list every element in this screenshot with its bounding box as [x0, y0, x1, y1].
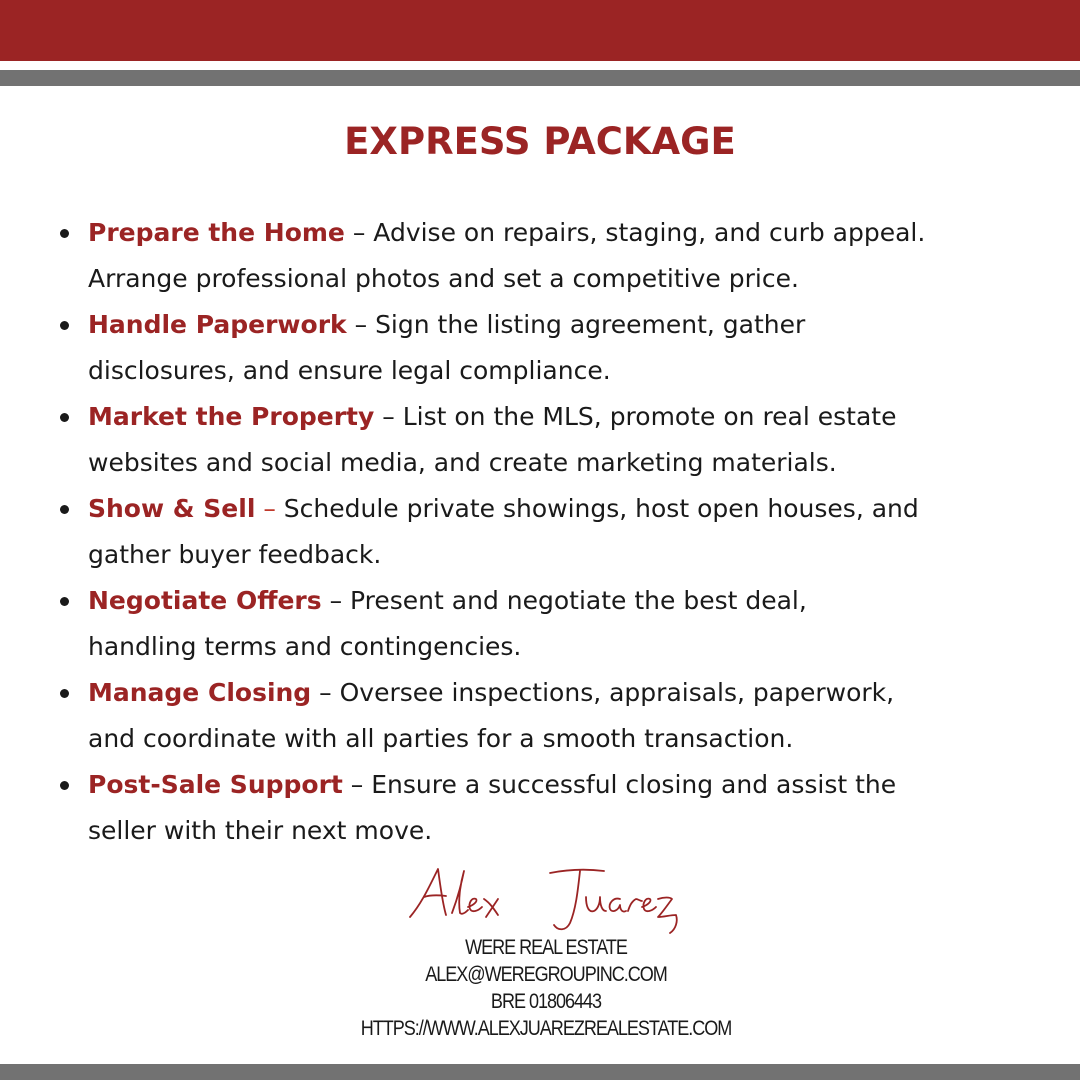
item-term: Show & Sell [88, 494, 256, 523]
bottom-gray-band [0, 1064, 1080, 1080]
item-separator: – [311, 678, 340, 707]
item-description-line1: List on the MLS, promote on real estate [402, 402, 897, 431]
bullet-icon [60, 689, 69, 698]
list-item-handle-paperwork [58, 302, 1048, 394]
list-item-negotiate-offers [58, 578, 1048, 670]
item-description-line1: Ensure a successful closing and assist the [371, 770, 897, 799]
list-item-prepare-the-home [58, 210, 1048, 302]
item-description-line1: Schedule private showings, host open houses, and [283, 494, 919, 523]
package-list [58, 210, 1048, 854]
top-gray-band [0, 70, 1080, 86]
item-description-line2: disclosures, and ensure legal compliance. [88, 356, 611, 385]
page-title: EXPRESS PACKAGE [344, 120, 736, 163]
item-description-line2: handling terms and contingencies. [88, 632, 522, 661]
bullet-icon [60, 597, 69, 606]
item-term: Negotiate Offers [88, 586, 322, 615]
item-separator: – [321, 586, 351, 615]
item-separator: – [344, 218, 374, 247]
list-item-manage-closing [58, 670, 1048, 762]
bullet-icon [60, 505, 69, 514]
item-description-line1: Advise on repairs, staging, and curb appeal. [373, 218, 926, 247]
company-name: WERE REAL ESTATE [465, 936, 627, 959]
item-separator: – [342, 770, 372, 799]
item-term: Manage Closing [88, 678, 312, 707]
item-term: Market the Property [88, 402, 375, 431]
bullet-icon [60, 413, 69, 422]
item-description-line2: and coordinate with all parties for a smooth transaction. [88, 724, 794, 753]
list-item-show-and-sell [58, 486, 1048, 578]
contact-block [76, 934, 1015, 1042]
license-number: BRE 01806443 [490, 990, 602, 1013]
item-term: Prepare the Home [88, 218, 345, 247]
item-term: Post-Sale Support [88, 770, 343, 799]
list-item-market-the-property [58, 394, 1048, 486]
list-item-post-sale-support [58, 762, 1048, 854]
bullet-icon [60, 229, 69, 238]
bullet-icon [60, 321, 69, 330]
item-term: Handle Paperwork [88, 310, 347, 339]
item-separator: – [346, 310, 376, 339]
item-description-line2: gather buyer feedback. [88, 540, 382, 569]
item-description-line1: Present and negotiate the best deal, [350, 586, 807, 615]
item-description-line1: Sign the listing agreement, gather [375, 310, 806, 339]
item-description-line2: seller with their next move. [88, 816, 433, 845]
item-description-line2: Arrange professional photos and set a competitive price. [88, 264, 799, 293]
item-separator: – [255, 494, 284, 523]
item-description-line1: Oversee inspections, appraisals, paperwork, [339, 678, 895, 707]
bullet-icon [60, 781, 69, 790]
signature [400, 855, 700, 935]
item-separator: – [374, 402, 403, 431]
top-red-band [0, 0, 1080, 61]
item-description-line2: websites and social media, and create marketing materials. [88, 448, 837, 477]
email-address[interactable]: ALEX@WEREGROUPINC.COM [425, 963, 667, 986]
website-link[interactable]: HTTPS://WWW.ALEXJUAREZREALESTATE.COM [360, 1017, 732, 1040]
